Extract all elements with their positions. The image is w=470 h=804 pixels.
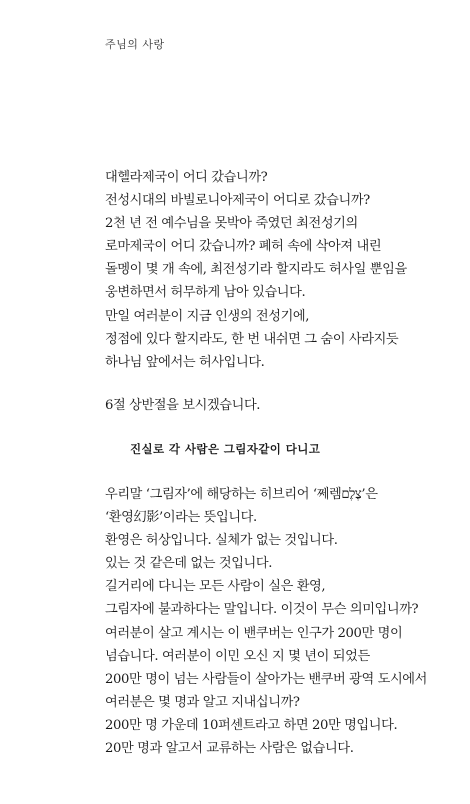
body-paragraph xyxy=(105,166,445,374)
running-header: 주님의 사랑 xyxy=(105,38,165,51)
text-line: 웅변하면서 허무하게 남아 있습니다. xyxy=(105,285,306,301)
text-line: 우리말 ‘그림자’에 해당하는 히브리어 ‘쩨렘צֶלֶם’은 xyxy=(105,487,378,502)
text-line: 전성시대의 바빌로니아제국이 어디로 갔습니까? xyxy=(105,193,370,209)
text-line: 6절 상반절을 보시겠습니다. xyxy=(105,398,261,413)
text-line: 20만 명과 알고서 교류하는 사람은 없습니다. xyxy=(105,741,354,757)
text-line: 대헬라제국이 어디 갔습니까? xyxy=(105,170,268,185)
text-line: 로마제국이 어디 갔습니까? 폐허 속에 삭아져 내린 xyxy=(105,239,382,255)
text-line: 돌멩이 몇 개 속에, 최전성기라 할지라도 허사일 뿐임을 xyxy=(105,262,407,278)
text-line: 그림자에 불과하다는 말입니다. 이것이 무슨 의미입니까? xyxy=(105,602,419,618)
body-paragraph xyxy=(105,394,445,417)
text-line: 환영은 허상입니다. 실체가 없는 것입니다. xyxy=(105,533,338,549)
text-line: 있는 것 같은데 없는 것입니다. xyxy=(105,556,273,572)
text-line: 200만 명 가운데 10퍼센트라고 하면 20만 명입니다. xyxy=(105,717,398,733)
text-line: 200만 명이 넘는 사람들이 살아가는 밴쿠버 광역 도시에서 xyxy=(105,671,427,687)
text-line: ‘환영幻影’이라는 뜻입니다. xyxy=(105,510,257,526)
scripture-heading: 진실로 각 사람은 그림자같이 다니고 xyxy=(130,442,321,456)
text-line: 여러분이 살고 계시는 이 밴쿠버는 인구가 200만 명이 xyxy=(105,625,403,641)
text-line: 정점에 있다 할지라도, 한 번 내쉬면 그 숨이 사라지듯 xyxy=(105,331,399,347)
text-line: 길거리에 다니는 모든 사람이 실은 환영, xyxy=(105,579,326,595)
text-line: 여러분은 몇 명과 알고 지내십니까? xyxy=(105,694,300,710)
text-line: 만일 여러분이 지금 인생의 전성기에, xyxy=(105,308,310,324)
body-paragraph xyxy=(105,483,445,760)
text-line: 넘습니다. 여러분이 이민 오신 지 몇 년이 되었든 xyxy=(105,648,370,664)
text-line: 하나님 앞에서는 허사입니다. xyxy=(105,354,265,370)
text-line: 2천 년 전 예수님을 못박아 죽였던 최전성기의 xyxy=(105,216,358,232)
